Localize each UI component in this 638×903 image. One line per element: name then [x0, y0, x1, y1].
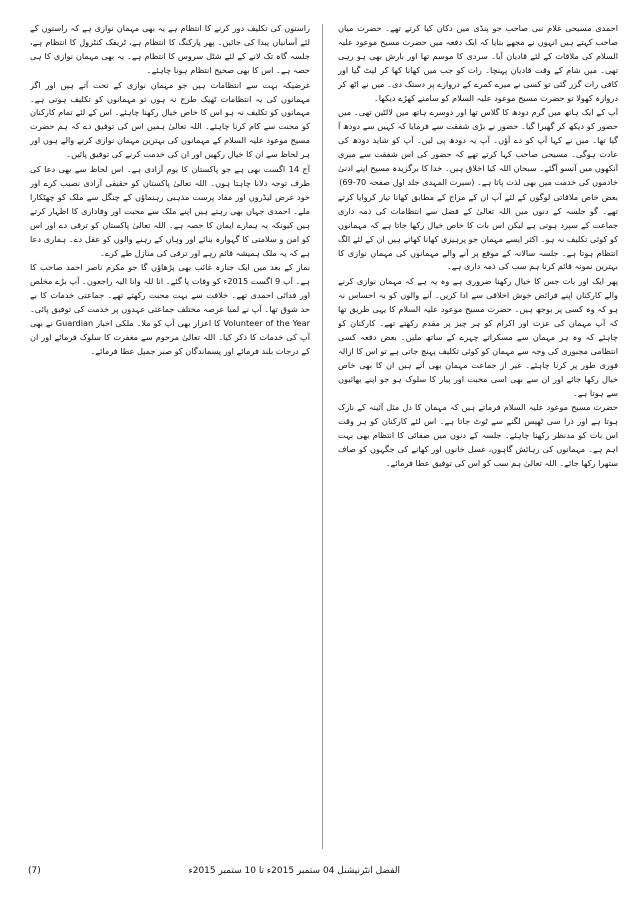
paragraph: غرضیکہ بہت سے انتظامات ہیں جو مہمان نوازی کے تحت آتے ہیں اور اگر مہمانوں کی یہ انتظامات ٹھیک طرح نہ ہوں تو مہمانوں کو تکلیف ہوتی ہے۔ مہمانوں کو تکلیف نہ ہو اس کا خاص خیال رکھنا چاہئے۔ اس کے لئے تمام کارکنان کو محنت سے کام کرنا چاہئے۔ اللہ تعالیٰ ہمیں اس کی توفیق دے کہ ہم حضرت مسیح موعود علیہ السلام کے مہمانوں کی بہترین مہمان نوازی کرنے والے ہوں اور ہر لحاظ سے ان کا خیال رکھیں اور ان کی خدمت کرنے کی توفیق پائیں۔ — [30, 79, 310, 160]
paragraph: آپ کے ایک ہاتھ میں گرم دودھ کا گلاس تھا اور دوسرے ہاتھ میں لالٹین تھی۔ میں حضور کو دیکھ کر گھبرا گیا۔ حضور نے بڑی شفقت سے فرمایا کہ کہیں سے دودھ آ گیا تھا۔ میں نے کہا آپ کو دے آؤں۔ آپ یہ دودھ پی لیں۔ آپ کو شاید دودھ کی عادت ہوگی۔ مسیحی صاحب کہا کرتے تھے کہ حضور کی اس شفقت سے میری آنکھوں میں آنسو آگئے۔ سبحان اللہ کیا اخلاق ہیں۔ خدا کا برگزیدہ مسیح اپنے ادنیٰ خادموں کی خدمت میں بھی لذت پاتا ہے۔ (سیرت المہدی جلد اول صفحہ 70-69) — [338, 107, 618, 187]
paragraph: بعض خاص ملاقاتی لوگوں کے لئے آپ ان کے مزاج کے مطابق کھانا تیار کروایا کرتے تھے۔ گو جلسہ کے دنوں میں اللہ تعالیٰ کے فضل سے انتظامات کی ذمہ داری جماعت کے سپرد ہوتی ہے لیکن اس بات کا خاص خیال رکھا جاتا ہے کہ مہمانوں کو کوئی تکلیف نہ ہو۔ اکثر ایسے مہمان جو پرہیزی کھانا کھاتے ہیں ان کے لئے الگ انتظام ہوتا ہے۔ جلسہ سالانہ کے موقع پر آنے والے مہمانوں کی مہمان نوازی کا بہترین نمونہ قائم کرنا ہم سب کی ذمہ داری ہے۔ — [338, 191, 618, 272]
page-number: (7) — [28, 866, 41, 876]
right-text-column — [338, 22, 618, 852]
paragraph: نماز کے بعد میں ایک جنازہ غائب بھی پڑھاؤں گا جو مکرم ناصر احمد صاحب کا ہے۔ آپ 9 اگست 2015ء کو وفات پا گئے۔ انا للہ وانا الیہ راجعون۔ آپ بڑے مخلص اور فدائی احمدی تھے۔ خلافت سے بہت محبت رکھتے تھے۔ جماعتی خدمات کا بے حد شوق تھا۔ آپ نے لمبا عرصہ مختلف جماعتی عہدوں پر خدمت کی توفیق پائی۔ Volunteer of the Year کا اعزاز بھی آپ کو ملا۔ ملکی اخبار Guardian نے بھی آپ کی خدمات کا ذکر کیا۔ اللہ تعالیٰ مرحوم سے مغفرت کا سلوک فرمائے اور ان کے درجات بلند فرمائے اور پسماندگان کو صبر جمیل عطا فرمائے۔ — [30, 262, 310, 356]
column-divider — [322, 24, 323, 849]
paragraph: آج 14 اگست بھی ہے جو پاکستان کا یوم آزادی ہے۔ اس لحاظ سے بھی دعا کی طرف توجہ دلانا چاہتا ہوں۔ اللہ تعالیٰ پاکستان کو حقیقی آزادی نصیب کرے اور خود غرض لیڈروں اور مفاد پرست مذہبی رہنماؤں کے چنگل سے ملک کو چھٹکارا ملے۔ احمدی جہاں بھی رہتے ہیں اپنے ملک سے محبت اور وفاداری کا اظہار کرتے ہیں کیونکہ یہ ہمارے ایمان کا حصہ ہے۔ اللہ تعالیٰ پاکستان کو ترقی دے اور اس کو امن و سلامتی کا گہوارہ بنائے اور وہاں کے رہنے والوں کو عقل دے۔ ہماری دعا ہے کہ یہ ملک ہمیشہ قائم رہے اور ترقی کی منازل طے کرے۔ — [30, 164, 310, 258]
paragraph: راستوں کی تکلیف دور کرنے کا انتظام ہے یہ بھی مہمان نوازی ہے کہ راستوں کے لئے آسانیاں پیدا کی جائیں۔ پھر پارکنگ کا انتظام ہے، ٹریفک کنٹرول کا انتظام ہے، جلسہ گاہ تک لانے کے لئے شٹل سروس کا انتظام ہے۔ یہ بھی مہمان نوازی کا ہی حصہ ہے۔ اس کا بھی صحیح انتظام ہونا چاہئے۔ — [30, 23, 310, 75]
paragraph: احمدی مسیحی غلام نبی صاحب جو پنڈی میں دکان کیا کرتے تھے۔ حضرت میاں صاحب کہتے ہیں انہوں نے مجھے بتایا کہ ایک دفعہ میں حضرت مسیح موعود علیہ السلام کی ملاقات کے لئے قادیان آیا۔ سردی کا موسم تھا اور بارش بھی ہو رہی تھی۔ میں شام کے وقت قادیان پہنچا۔ رات کو جب میں کھانا کھا کر لیٹ گیا اور کافی رات گزر گئی تو کسی نے میرے کمرے کے دروازے پر دستک دی۔ میں نے اٹھ کر دروازہ کھولا تو حضرت مسیح موعود علیہ السلام کو سامنے کھڑے دیکھا۔ — [338, 23, 618, 103]
left-text-column — [30, 22, 310, 852]
paragraph: پھر ایک اور بات جس کا خیال رکھنا ضروری ہے وہ یہ ہے کہ مہمان نوازی کرنے والے کارکنان اپنے فرائض خوش اخلاقی سے ادا کریں۔ آنے والوں کو یہ احساس نہ ہو کہ وہ کسی پر بوجھ ہیں۔ حضرت مسیح موعود علیہ السلام کا یہی طریق تھا کہ آپ مہمان کی عزت اور اکرام کو ہر چیز پر مقدم رکھتے تھے۔ کارکنان کو چاہئے کہ وہ ہر مہمان سے مسکراتے چہرے کے ساتھ ملیں۔ بعض دفعہ کسی انتظامی مجبوری کی وجہ سے مہمان کو کوئی تکلیف پہنچ جاتی ہے تو اس کا ازالہ فوری طور پر کرنا چاہئے۔ غیر از جماعت مہمان بھی آتے ہیں ان کا بھی خاص خیال رکھا جائے اور ان سے بھی اسی محبت اور پیار کا سلوک ہو جو اپنے بھائیوں سے ہوتا ہے۔ — [338, 276, 618, 398]
footer-publication: الفضل انٹرنیشنل 04 ستمبر 2015ء تا 10 ستمبر 2015ء — [188, 866, 400, 876]
paragraph: حضرت مسیح موعود علیہ السلام فرماتے ہیں کہ مہمان کا دل مثل آئینہ کے نازک ہوتا ہے اور ذرا سی ٹھیس لگنے سے ٹوٹ جاتا ہے۔ اس لئے کارکنان کو ہر وقت اس بات کو مدنظر رکھنا چاہئے۔ جلسہ کے دنوں میں صفائی کا انتظام بھی بہت اہم ہے۔ مہمانوں کی رہائش گاہوں، غسل خانوں اور کھانے کی جگہوں کو صاف ستھرا رکھا جائے۔ اللہ تعالیٰ ہم سب کو اس کی توفیق عطا فرمائے۔ — [338, 402, 618, 469]
